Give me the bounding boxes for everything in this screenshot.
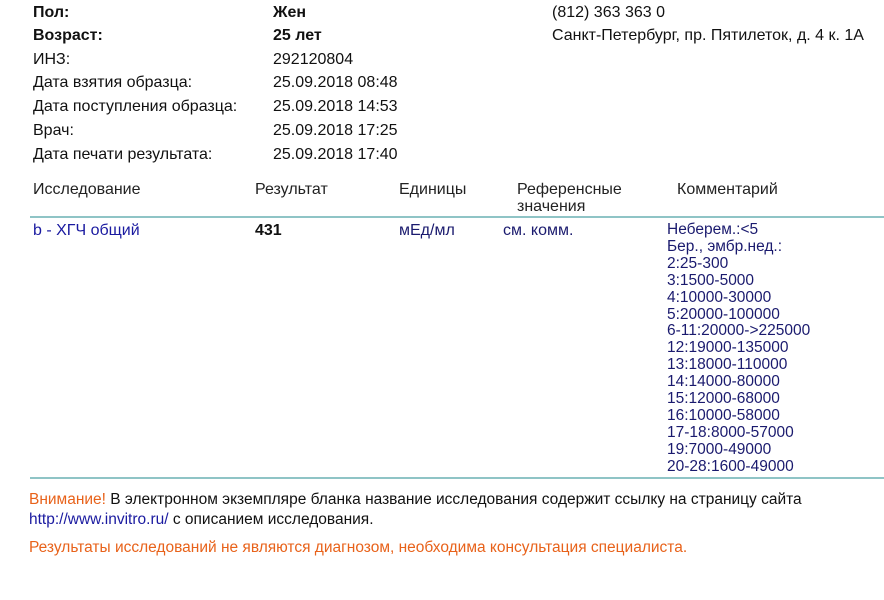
sex-value: Жен xyxy=(273,4,307,21)
comment-line: 4:10000-30000 xyxy=(667,288,772,306)
comment-line: 16:10000-58000 xyxy=(667,406,780,424)
warning-text: В электронном экземпляре бланка название исследования содержит ссылку на страницу сайта xyxy=(105,491,802,508)
age-value: 25 лет xyxy=(273,27,322,44)
test-name-link[interactable]: b - ХГЧ общий xyxy=(33,222,140,239)
col-header-result: Результат xyxy=(255,181,328,198)
sample-received-label: Дата поступления образца: xyxy=(33,98,238,115)
result-value: 431 xyxy=(255,222,282,239)
col-header-units: Единицы xyxy=(399,181,467,198)
comment-line: 19:7000-49000 xyxy=(667,440,772,458)
units-value: мЕд/мл xyxy=(399,222,455,239)
comment-line: 13:18000-110000 xyxy=(667,356,788,374)
lab-phone: (812) 363 363 0 xyxy=(552,4,665,21)
doctor-value: 25.09.2018 17:25 xyxy=(273,122,398,139)
invitro-link[interactable]: http://www.invitro.ru/ xyxy=(29,511,169,528)
doctor-label: Врач: xyxy=(33,122,74,139)
table-header-divider xyxy=(30,216,884,218)
col-header-test: Исследование xyxy=(33,181,141,198)
comment-line: Бер., эмбр.нед.: xyxy=(667,237,783,255)
col-header-reference-line1: Референсные xyxy=(517,181,622,198)
sample-taken-label: Дата взятия образца: xyxy=(33,74,193,91)
comment-line: 17-18:8000-57000 xyxy=(667,423,794,441)
comment-line: 3:1500-5000 xyxy=(667,271,755,289)
sample-taken-value: 25.09.2018 08:48 xyxy=(273,74,398,91)
print-date-value: 25.09.2018 17:40 xyxy=(273,146,398,163)
link-note xyxy=(29,511,374,529)
link-tail: с описанием исследования. xyxy=(168,511,374,528)
comment-line: 20-28:1600-49000 xyxy=(667,457,794,475)
sex-label: Пол: xyxy=(33,4,70,21)
comment-line: 2:25-300 xyxy=(667,254,729,272)
comment-line: 15:12000-68000 xyxy=(667,390,780,408)
comment-line: 5:20000-100000 xyxy=(667,305,780,323)
reference-comment-list xyxy=(667,222,810,476)
comment-line: 12:19000-135000 xyxy=(667,339,789,357)
inz-value: 292120804 xyxy=(273,51,354,68)
reference-value: см. комм. xyxy=(503,222,574,239)
disclaimer: Результаты исследований не являются диагнозом, необходима консультация специалиста. xyxy=(29,539,688,556)
comment-line: Неберем.:<5 xyxy=(667,221,759,238)
sample-received-value: 25.09.2018 14:53 xyxy=(273,98,398,115)
col-header-reference xyxy=(517,181,622,215)
comment-line: 14:14000-80000 xyxy=(667,373,780,391)
col-header-comment: Комментарий xyxy=(677,181,778,198)
inz-label: ИНЗ: xyxy=(33,51,71,68)
col-header-reference-line2: значения xyxy=(517,198,586,215)
warning-word: Внимание! xyxy=(29,491,106,508)
comment-line: 6-11:20000->225000 xyxy=(667,322,811,340)
print-date-label: Дата печати результата: xyxy=(33,146,213,163)
warning-note xyxy=(29,491,802,509)
age-label: Возраст: xyxy=(33,27,103,44)
table-bottom-divider xyxy=(30,477,884,479)
lab-address: Санкт-Петербург, пр. Пятилеток, д. 4 к. 1А xyxy=(552,27,864,44)
